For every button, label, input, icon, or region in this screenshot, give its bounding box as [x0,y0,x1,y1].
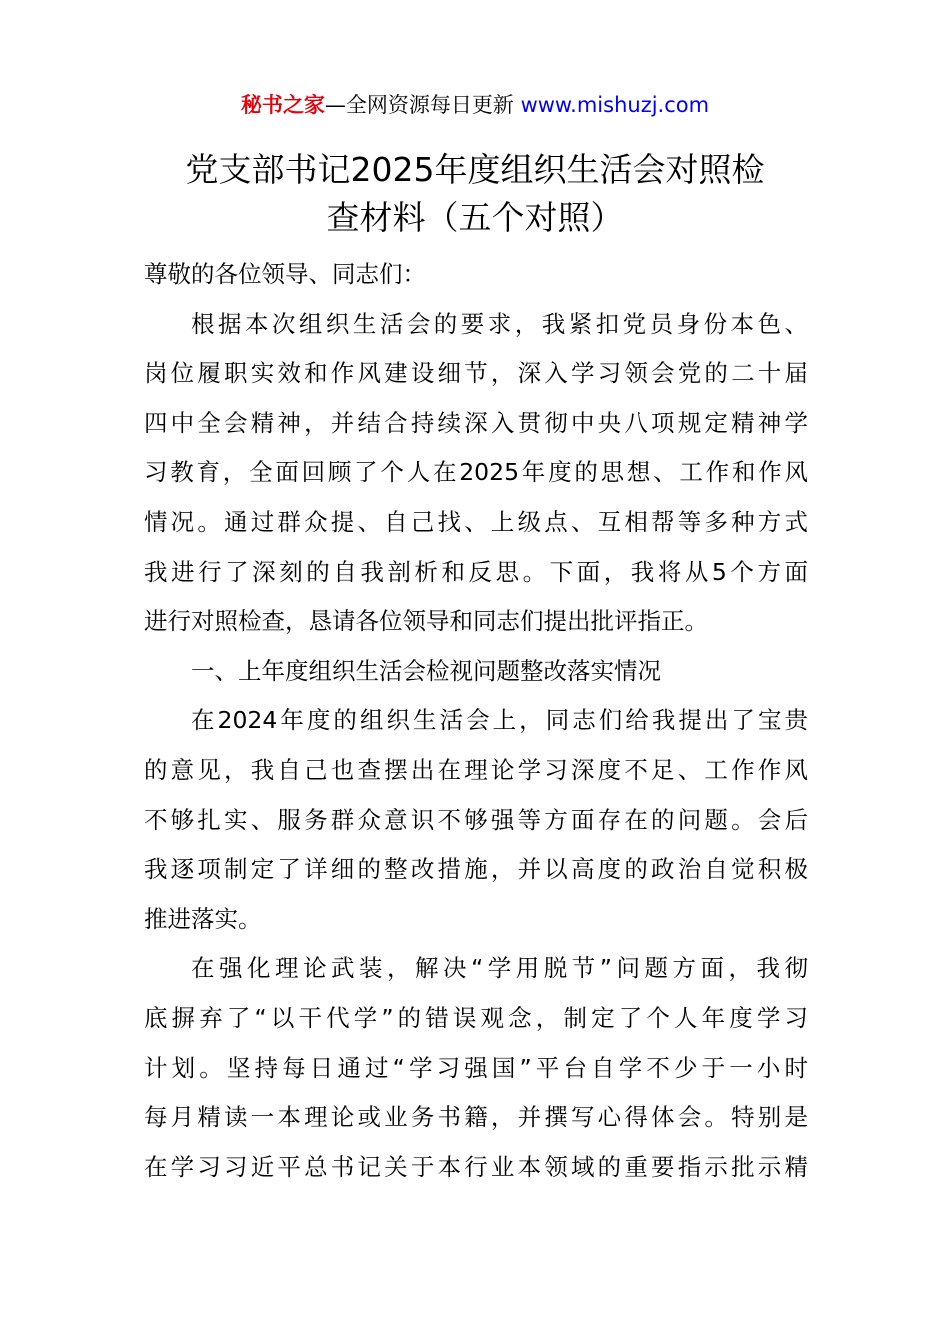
text-line: 我进行了深刻的自我剖析和反思。下面，我将从5个方面 [144,557,808,586]
site-header [0,88,950,122]
site-brand: 秘书之家 [240,93,325,117]
paragraph-rectification [144,696,808,944]
text-line: 在2024年度的组织生活会上，同志们给我提出了宝贵 [191,706,808,735]
text-line: 在强化理论武装，解决“学用脱节”问题方面，我彻 [191,954,808,983]
paragraph-theory [144,944,808,1192]
text-line: 岗位履职实效和作风建设细节，深入学习领会党的二十届 [144,359,808,388]
site-tagline: —全网资源每日更新 [324,93,521,117]
document-title [120,146,830,242]
salutation: 尊敬的各位领导、同志们： [144,260,426,288]
section-heading-1: 一、上年度组织生活会检视问题整改落实情况 [191,656,661,685]
text-line: 习教育，全面回顾了个人在2025年度的思想、工作和作风 [144,458,808,487]
document-body [144,250,808,1192]
text-line: 推进落实。 [144,904,262,933]
text-line: 的意见，我自己也查摆出在理论学习深度不足、工作作风 [144,755,808,784]
text-line: 不够扎实、服务群众意识不够强等方面存在的问题。会后 [144,805,808,834]
text-line: 情况。通过群众提、自己找、上级点、互相帮等多种方式 [144,507,808,536]
title-line-1: 党支部书记2025年度组织生活会对照检 [185,150,765,189]
text-line: 四中全会精神，并结合持续深入贯彻中央八项规定精神学 [144,408,808,437]
text-line: 每月精读一本理论或业务书籍，并撰写心得体会。特别是 [144,1103,808,1132]
site-url-link[interactable]: www.mishuzj.com [520,93,710,117]
text-line: 我逐项制定了详细的整改措施，并以高度的政治自觉积极 [144,855,808,884]
text-line: 在学习习近平总书记关于本行业本领域的重要指示批示精 [144,1152,808,1181]
text-line: 底摒弃了“以干代学”的错误观念，制定了个人年度学习 [144,1003,808,1032]
text-line: 根据本次组织生活会的要求，我紧扣党员身份本色、 [191,309,808,338]
paragraph-intro [144,300,808,647]
title-line-2: 查材料（五个对照） [326,198,624,237]
text-line: 计划。坚持每日通过“学习强国”平台自学不少于一小时 [144,1053,808,1082]
text-line: 进行对照检查，恳请各位领导和同志们提出批评指正。 [144,607,708,636]
